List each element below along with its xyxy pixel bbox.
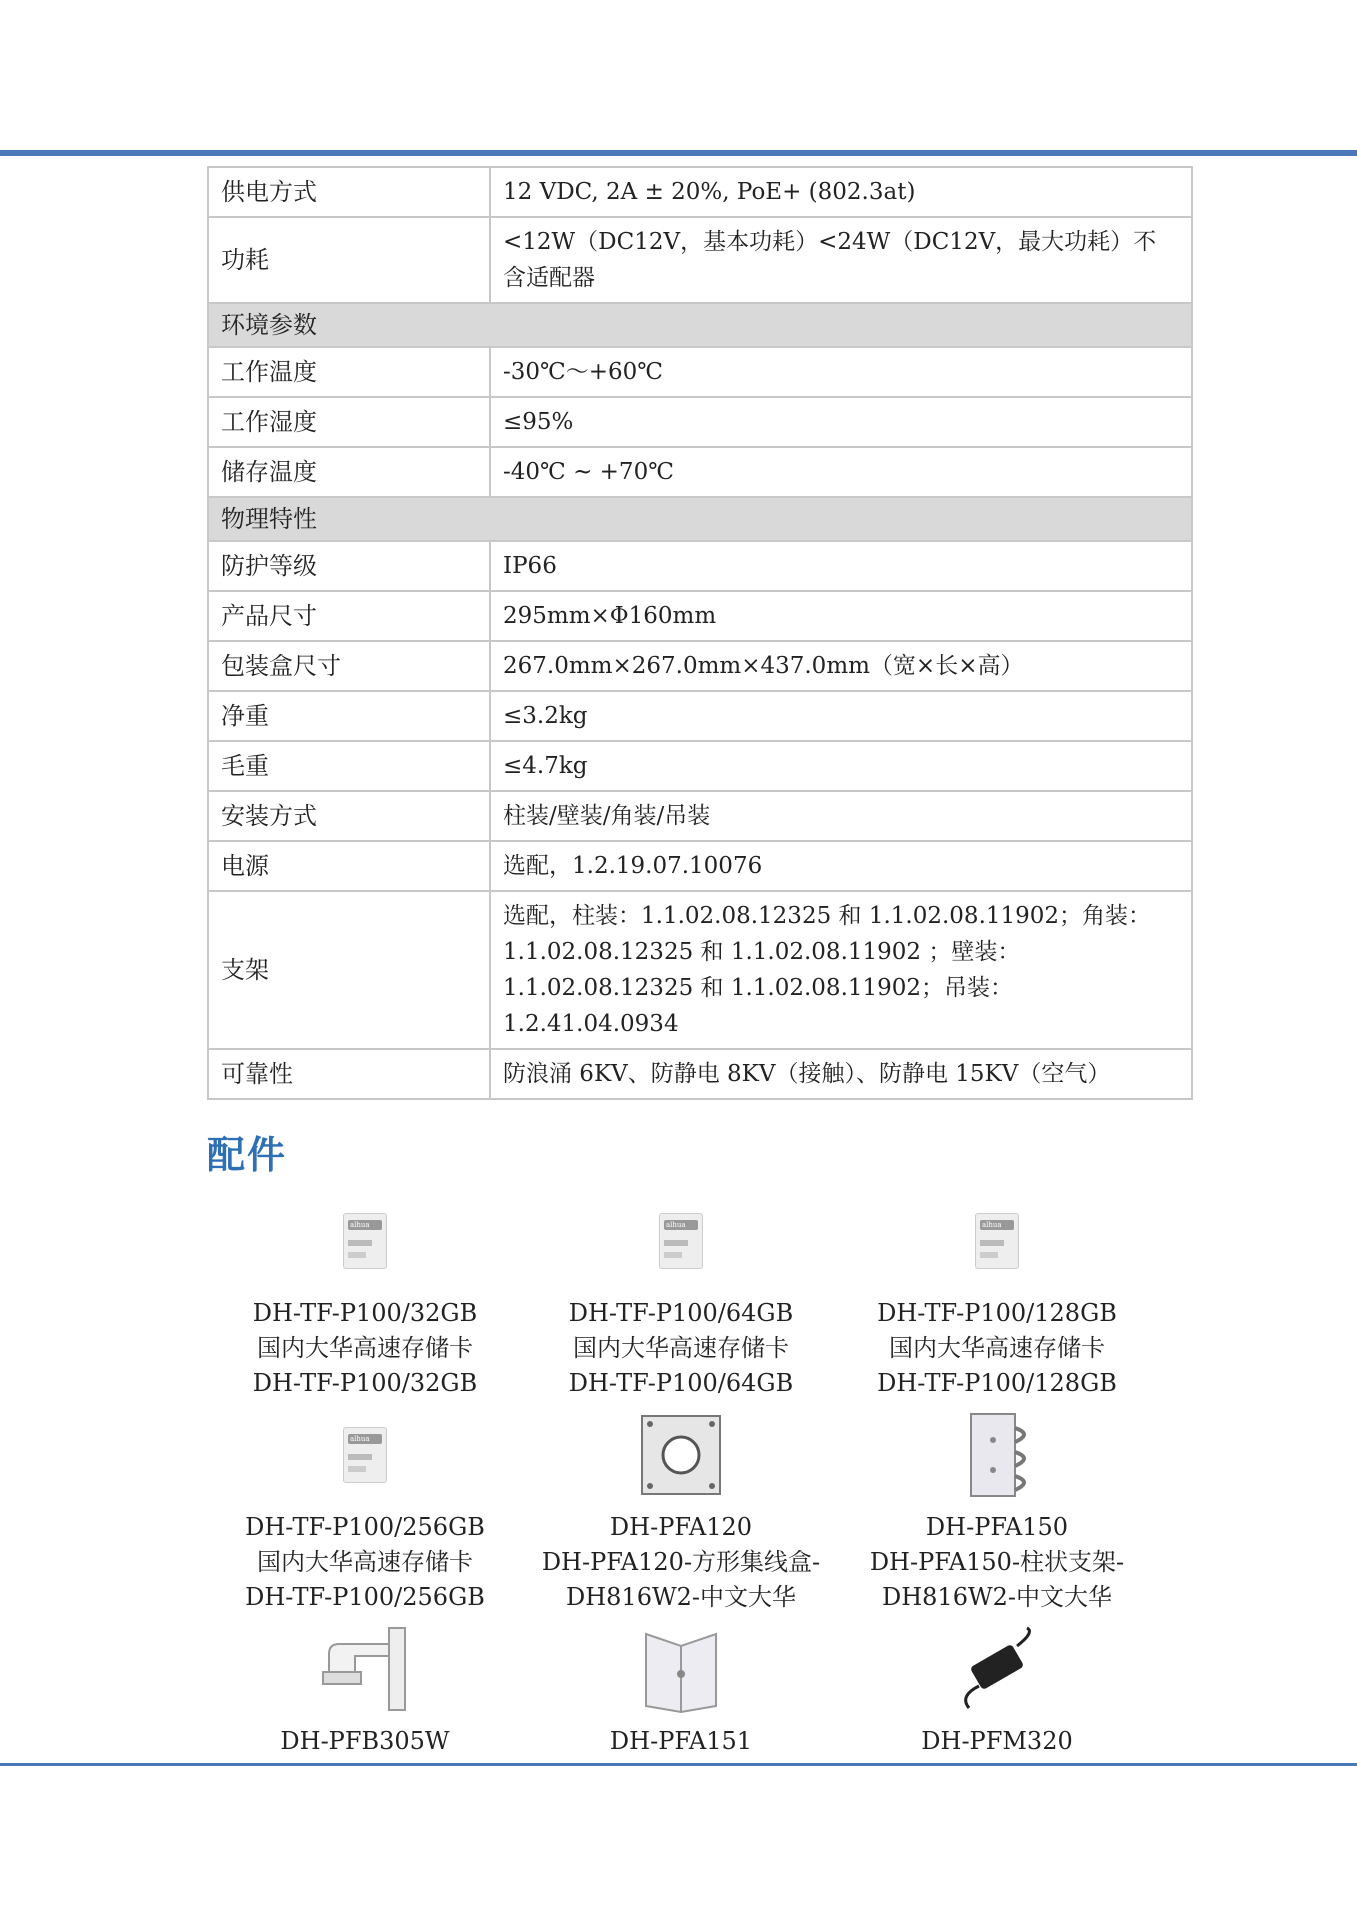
accessory-label: DH-TF-P100/128GB	[877, 1369, 1117, 1397]
spec-section-row	[208, 497, 1192, 541]
pole-mount-icon	[839, 1410, 1155, 1500]
spec-key: 可靠性	[208, 1049, 490, 1099]
spec-section-heading: 环境参数	[208, 303, 1192, 347]
accessory-label: 国内大华高速存储卡	[573, 1334, 789, 1362]
spec-key: 电源	[208, 841, 490, 891]
spec-table	[207, 166, 1193, 1100]
accessories-title: 配件	[207, 1133, 288, 1177]
spec-value: -40℃ ~ +70℃	[490, 447, 1192, 497]
spec-row	[208, 217, 1192, 303]
accessory-item	[839, 1410, 1155, 1615]
card-brand-label: alhua	[348, 1434, 382, 1444]
accessory-label: DH-PFA151	[609, 1727, 753, 1755]
accessory-label: DH-TF-P100/64GB	[568, 1299, 794, 1327]
spec-value: 选配，1.2.19.07.10076	[490, 841, 1192, 891]
accessory-label: DH-PFA150-柱状支架-	[869, 1548, 1125, 1576]
accessory-label: DH-PFB305W	[280, 1727, 450, 1755]
spec-row	[208, 841, 1192, 891]
accessory-label: DH-PFM320	[921, 1727, 1073, 1755]
accessory-label: DH-TF-P100/32GB	[252, 1369, 478, 1397]
accessory-label: DH-PFA150	[925, 1513, 1069, 1541]
accessory-item	[523, 1196, 839, 1401]
tf-card-icon	[523, 1196, 839, 1286]
spec-value: 295mm×Φ160mm	[490, 591, 1192, 641]
accessory-label: DH816W2-中文大华	[565, 1583, 797, 1611]
spec-key: 净重	[208, 691, 490, 741]
spec-row	[208, 167, 1192, 217]
spec-key: 毛重	[208, 741, 490, 791]
spec-row	[208, 1049, 1192, 1099]
accessory-label: DH-TF-P100/32GB	[252, 1299, 478, 1327]
spec-value: 267.0mm×267.0mm×437.0mm（宽×长×高）	[490, 641, 1192, 691]
spec-row	[208, 397, 1192, 447]
footer-rule	[0, 1763, 1357, 1766]
accessory-item	[523, 1624, 839, 1759]
accessory-item	[207, 1410, 523, 1615]
spec-key: 供电方式	[208, 167, 490, 217]
spec-key: 防护等级	[208, 541, 490, 591]
junction-box-icon	[523, 1410, 839, 1500]
spec-value: -30℃～+60℃	[490, 347, 1192, 397]
accessory-label: 国内大华高速存储卡	[257, 1548, 473, 1576]
accessory-label: 国内大华高速存储卡	[257, 1334, 473, 1362]
card-brand-label: alhua	[348, 1220, 382, 1230]
accessory-label: DH-TF-P100/256GB	[245, 1513, 485, 1541]
wall-bracket-icon	[207, 1624, 523, 1714]
spec-key: 工作湿度	[208, 397, 490, 447]
spec-row	[208, 347, 1192, 397]
accessory-item	[839, 1196, 1155, 1401]
accessory-label: 国内大华高速存储卡	[889, 1334, 1105, 1362]
spec-value: ≤95%	[490, 397, 1192, 447]
power-adapter-icon	[839, 1624, 1155, 1714]
spec-value: ≤4.7kg	[490, 741, 1192, 791]
spec-row	[208, 447, 1192, 497]
accessory-label: DH-TF-P100/64GB	[568, 1369, 794, 1397]
spec-value: IP66	[490, 541, 1192, 591]
spec-value: 防浪涌 6KV、防静电 8KV（接触）、防静电 15KV（空气）	[490, 1049, 1192, 1099]
accessory-label: DH-PFA120	[609, 1513, 753, 1541]
spec-key: 支架	[208, 891, 490, 1049]
spec-value: <12W（DC12V，基本功耗）<24W（DC12V，最大功耗）不含适配器	[490, 217, 1192, 303]
tf-card-icon	[207, 1410, 523, 1500]
card-brand-label: alhua	[664, 1220, 698, 1230]
spec-row	[208, 891, 1192, 1049]
spec-key: 储存温度	[208, 447, 490, 497]
spec-row	[208, 641, 1192, 691]
spec-value: 柱装/壁装/角装/吊装	[490, 791, 1192, 841]
spec-key: 安装方式	[208, 791, 490, 841]
spec-row	[208, 591, 1192, 641]
accessory-label: DH-TF-P100/128GB	[877, 1299, 1117, 1327]
spec-row	[208, 541, 1192, 591]
spec-key: 功耗	[208, 217, 490, 303]
spec-row	[208, 791, 1192, 841]
spec-section-row	[208, 303, 1192, 347]
corner-mount-icon	[523, 1624, 839, 1714]
spec-value: ≤3.2kg	[490, 691, 1192, 741]
accessory-item	[839, 1624, 1155, 1759]
accessory-item	[523, 1410, 839, 1615]
accessory-label: DH816W2-中文大华	[881, 1583, 1113, 1611]
accessory-label: DH-TF-P100/256GB	[245, 1583, 485, 1611]
spec-section-heading: 物理特性	[208, 497, 1192, 541]
card-brand-label: alhua	[980, 1220, 1014, 1230]
accessory-label: DH-PFA120-方形集线盒-	[541, 1548, 821, 1576]
header-rule	[0, 150, 1357, 156]
spec-key: 包装盒尺寸	[208, 641, 490, 691]
accessory-item	[207, 1624, 523, 1759]
spec-key: 工作温度	[208, 347, 490, 397]
spec-value: 选配，柱装：1.1.02.08.12325 和 1.1.02.08.11902；角装：1.1.02.08.12325 和 1.1.02.08.11902 ；壁装：1.1.02.08.12325 和 1.1.02.08.11902；吊装：1.2.41.04.0934	[490, 891, 1192, 1049]
accessory-item	[207, 1196, 523, 1401]
spec-key: 产品尺寸	[208, 591, 490, 641]
tf-card-icon	[839, 1196, 1155, 1286]
spec-row	[208, 741, 1192, 791]
spec-value: 12 VDC, 2A ± 20%, PoE+ (802.3at)	[490, 167, 1192, 217]
spec-row	[208, 691, 1192, 741]
tf-card-icon	[207, 1196, 523, 1286]
